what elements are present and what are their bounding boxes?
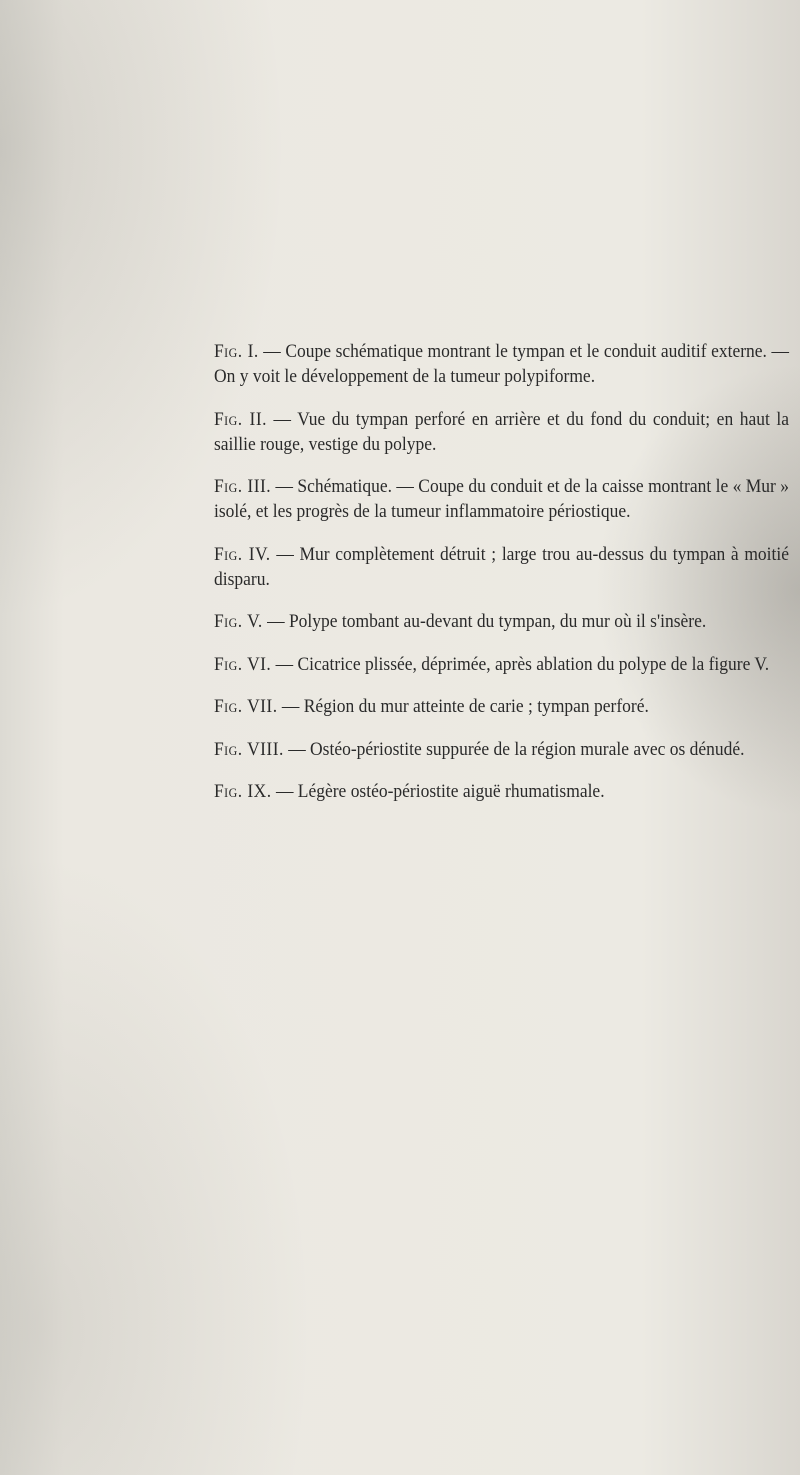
figure-label: Fig. IX. xyxy=(214,781,272,802)
figure-caption: — Coupe schématique montrant le tympan et le conduit auditif externe. — On y voit le développement de la tumeur polypiforme. xyxy=(214,341,789,387)
figure-caption: — Vue du tympan perforé en arrière et du fond du conduit; en haut la saillie rouge, vestige du polype. xyxy=(214,408,789,455)
figure-caption: — Ostéo-périostite suppurée de la région murale avec os dénudé. xyxy=(283,738,745,760)
figure-legend-8 xyxy=(214,737,789,762)
figure-label: Fig. I. xyxy=(214,341,259,362)
figure-caption: — Schématique. — Coupe du conduit et de la caisse montrant le « Mur » isolé, et les progrès de la tumeur inflammatoire périostique. xyxy=(214,476,789,522)
figure-legend-4 xyxy=(214,542,789,592)
figure-label: Fig. III. xyxy=(214,476,272,497)
figure-label: Fig. II. xyxy=(214,408,267,430)
figure-caption: — Mur complètement détruit ; large trou au-dessus du tympan à moitié disparu. xyxy=(214,543,789,590)
figure-legend-3 xyxy=(214,474,789,524)
figure-legend-1 xyxy=(214,339,789,389)
figure-legend-9 xyxy=(214,779,789,804)
figure-label: Fig. IV. xyxy=(214,543,271,565)
figure-caption: — Cicatrice plissée, déprimée, après ablation du polype de la figure V. xyxy=(271,653,770,675)
figure-caption: — Légère ostéo-périostite aiguë rhumatismale. xyxy=(271,781,605,802)
figure-legend-2 xyxy=(214,407,789,457)
figure-label: Fig. V. xyxy=(214,611,263,632)
figure-legend-list xyxy=(214,339,789,822)
figure-label: Fig. VIII. xyxy=(214,738,284,760)
figure-legend-7 xyxy=(214,694,789,719)
figure-label: Fig. VII. xyxy=(214,696,278,717)
figure-caption: — Polype tombant au-devant du tympan, du mur où il s'insère. xyxy=(262,611,707,632)
figure-legend-5 xyxy=(214,609,789,634)
figure-caption: — Région du mur atteinte de carie ; tympan perforé. xyxy=(277,696,649,717)
figure-legend-6 xyxy=(214,652,789,677)
figure-label: Fig. VI. xyxy=(214,653,272,675)
